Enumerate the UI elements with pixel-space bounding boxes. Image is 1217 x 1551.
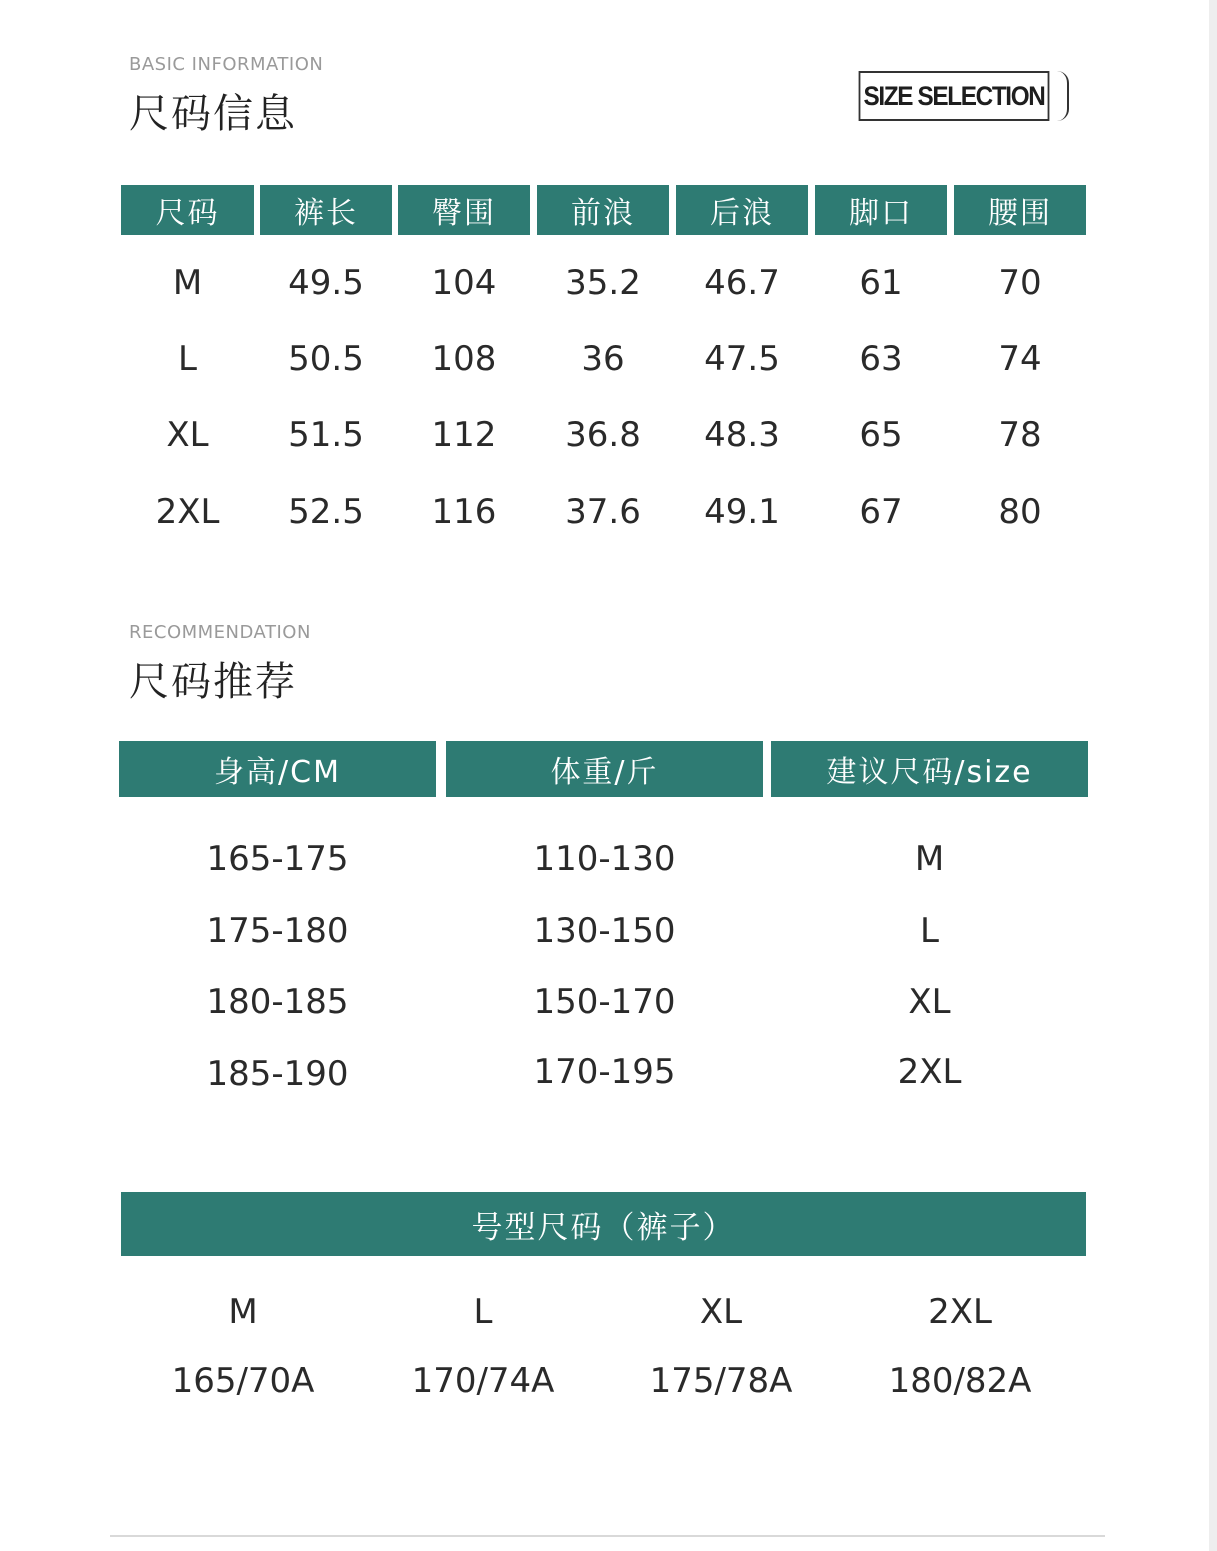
size-table-cell: 46.7	[704, 263, 780, 303]
size-table-header-cell: 前浪	[537, 185, 669, 235]
recommendation-title: 尺码推荐	[129, 659, 297, 705]
recommendation-cell: 175-180	[206, 911, 349, 951]
recommendation-cell: 2XL	[897, 1052, 962, 1092]
size-table-cell: 67	[859, 492, 903, 532]
size-table-cell: 48.3	[704, 415, 780, 455]
size-table-cell: 70	[998, 263, 1042, 303]
size-table-cell: 36	[581, 339, 625, 379]
basic-info-title: 尺码信息	[129, 91, 297, 137]
size-table-header-cell: 尺码	[121, 185, 254, 235]
fit-size-label: 2XL	[928, 1292, 992, 1332]
size-table-cell: 50.5	[288, 339, 364, 379]
recommendation-cell: 170-195	[533, 1052, 676, 1092]
size-table-header-cell: 裤长	[260, 185, 392, 235]
size-table-cell: 37.6	[565, 492, 641, 532]
size-table-header-cell: 臀围	[398, 185, 530, 235]
size-table-cell: 78	[998, 415, 1042, 455]
recommendation-subtitle: RECOMMENDATION	[129, 622, 311, 643]
fit-code: 180/82A	[888, 1361, 1032, 1401]
fit-size-label: L	[473, 1292, 493, 1332]
size-table-cell: 104	[431, 263, 497, 303]
size-table-cell: 61	[859, 263, 903, 303]
size-table-cell: 63	[859, 339, 903, 379]
recommendation-header-cell: 建议尺码/size	[771, 741, 1088, 797]
recommendation-header-cell: 体重/斤	[446, 741, 763, 797]
recommendation-header-cell: 身高/CM	[119, 741, 436, 797]
bottom-divider	[110, 1535, 1105, 1537]
recommendation-cell: L	[920, 911, 939, 951]
size-table-cell: M	[172, 263, 203, 303]
size-table-cell: 65	[859, 415, 903, 455]
size-table-cell: 74	[998, 339, 1042, 379]
recommendation-cell: 185-190	[206, 1054, 349, 1094]
size-table-cell: XL	[166, 415, 209, 455]
size-table-cell: 49.1	[704, 492, 780, 532]
fit-size-label: M	[228, 1292, 258, 1332]
recommendation-cell: 180-185	[206, 982, 349, 1022]
size-table-cell: 52.5	[288, 492, 364, 532]
recommendation-cell: 130-150	[533, 911, 676, 951]
recommendation-cell: 150-170	[533, 982, 676, 1022]
size-table-cell: 80	[998, 492, 1042, 532]
basic-info-subtitle: BASIC INFORMATION	[129, 54, 324, 75]
size-table-header-cell: 后浪	[676, 185, 808, 235]
size-table-cell: 116	[431, 492, 497, 532]
fit-header: 号型尺码（裤子）	[121, 1192, 1086, 1256]
size-table-cell: 35.2	[565, 263, 641, 303]
size-selection-badge-curl	[1055, 71, 1069, 121]
size-table-cell: 108	[431, 339, 497, 379]
fit-code: 170/74A	[411, 1361, 555, 1401]
recommendation-cell: 165-175	[206, 839, 349, 879]
size-selection-badge: SIZE SELECTION	[859, 71, 1050, 121]
recommendation-cell: 110-130	[533, 839, 676, 879]
size-table-cell: 112	[431, 415, 497, 455]
size-table-cell: 49.5	[288, 263, 364, 303]
recommendation-cell: M	[914, 839, 945, 879]
size-table-header-cell: 腰围	[954, 185, 1086, 235]
size-table-cell: 51.5	[288, 415, 364, 455]
fit-size-label: XL	[699, 1292, 743, 1332]
fit-code: 175/78A	[649, 1361, 793, 1401]
size-table-cell: 36.8	[565, 415, 641, 455]
size-table-header-cell: 脚口	[815, 185, 947, 235]
size-table-cell: L	[178, 339, 197, 379]
recommendation-cell: XL	[908, 982, 951, 1022]
fit-code: 165/70A	[171, 1361, 315, 1401]
size-table-cell: 47.5	[704, 339, 780, 379]
size-table-cell: 2XL	[155, 492, 220, 532]
page-edge	[1209, 0, 1217, 1551]
